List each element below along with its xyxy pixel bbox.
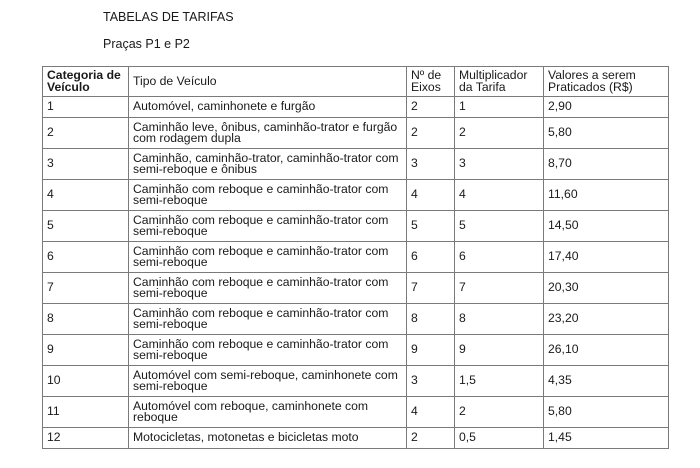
cell-axles: 3	[407, 366, 455, 397]
cell-category: 7	[43, 273, 129, 304]
cell-axles: 9	[407, 335, 455, 366]
cell-value: 5,80	[544, 118, 669, 149]
cell-axles: 2	[407, 97, 455, 118]
cell-vehicle-type: Caminhão, caminhão-trator, caminhão-trator com semi-reboque e ônibus	[129, 149, 407, 180]
cell-vehicle-type: Caminhão leve, ônibus, caminhão-trator e furgão com rodagem dupla	[129, 118, 407, 149]
cell-vehicle-type: Automóvel, caminhonete e furgão	[129, 97, 407, 118]
cell-value: 4,35	[544, 366, 669, 397]
cell-vehicle-type: Caminhão com reboque e caminhão-trator com semi-reboque	[129, 211, 407, 242]
cell-vehicle-type: Caminhão com reboque e caminhão-trator com semi-reboque	[129, 304, 407, 335]
cell-axles: 7	[407, 273, 455, 304]
cell-axles: 5	[407, 211, 455, 242]
cell-vehicle-type: Caminhão com reboque e caminhão-trator com semi-reboque	[129, 335, 407, 366]
cell-vehicle-type: Automóvel com reboque, caminhonete com reboque	[129, 397, 407, 428]
cell-value: 23,20	[544, 304, 669, 335]
cell-category: 4	[43, 180, 129, 211]
table-row	[43, 97, 669, 118]
table-row	[43, 273, 669, 304]
cell-multiplier: 2	[455, 118, 544, 149]
cell-axles: 8	[407, 304, 455, 335]
tariff-table	[42, 66, 669, 449]
cell-category: 2	[43, 118, 129, 149]
cell-vehicle-type: Caminhão com reboque e caminhão-trator com semi-reboque	[129, 273, 407, 304]
table-row	[43, 304, 669, 335]
table-row	[43, 366, 669, 397]
cell-axles: 3	[407, 149, 455, 180]
cell-multiplier: 0,5	[455, 428, 544, 449]
cell-multiplier: 5	[455, 211, 544, 242]
cell-axles: 6	[407, 242, 455, 273]
cell-multiplier: 8	[455, 304, 544, 335]
cell-vehicle-type: Caminhão com reboque e caminhão-trator com semi-reboque	[129, 180, 407, 211]
header-axles: Nº de Eixos	[407, 67, 455, 97]
cell-vehicle-type: Caminhão com reboque e caminhão-trator com semi-reboque	[129, 242, 407, 273]
cell-value: 14,50	[544, 211, 669, 242]
cell-category: 5	[43, 211, 129, 242]
table-row	[43, 149, 669, 180]
cell-category: 10	[43, 366, 129, 397]
cell-vehicle-type: Automóvel com semi-reboque, caminhonete com semi-reboque	[129, 366, 407, 397]
cell-multiplier: 4	[455, 180, 544, 211]
cell-axles: 4	[407, 180, 455, 211]
cell-multiplier: 1,5	[455, 366, 544, 397]
cell-category: 8	[43, 304, 129, 335]
cell-axles: 2	[407, 428, 455, 449]
table-row	[43, 242, 669, 273]
cell-value: 8,70	[544, 149, 669, 180]
cell-value: 11,60	[544, 180, 669, 211]
cell-value: 26,10	[544, 335, 669, 366]
cell-multiplier: 6	[455, 242, 544, 273]
table-row	[43, 180, 669, 211]
cell-value: 17,40	[544, 242, 669, 273]
cell-multiplier: 3	[455, 149, 544, 180]
table-row	[43, 211, 669, 242]
cell-value: 1,45	[544, 428, 669, 449]
cell-category: 9	[43, 335, 129, 366]
table-header-row	[43, 67, 669, 97]
header-values: Valores a serem Praticados (R$)	[544, 67, 669, 97]
cell-category: 1	[43, 97, 129, 118]
cell-vehicle-type: Motocicletas, motonetas e bicicletas moto	[129, 428, 407, 449]
header-vehicle-type: Tipo de Veículo	[129, 67, 407, 97]
cell-axles: 2	[407, 118, 455, 149]
cell-multiplier: 1	[455, 97, 544, 118]
cell-value: 5,80	[544, 397, 669, 428]
cell-value: 2,90	[544, 97, 669, 118]
table-row	[43, 397, 669, 428]
page-subtitle: Praças P1 e P2	[103, 37, 190, 51]
cell-multiplier: 7	[455, 273, 544, 304]
table-row	[43, 335, 669, 366]
cell-category: 3	[43, 149, 129, 180]
cell-multiplier: 2	[455, 397, 544, 428]
table-row	[43, 118, 669, 149]
header-category: Categoria de Veículo	[43, 67, 129, 97]
table-row	[43, 428, 669, 449]
cell-category: 11	[43, 397, 129, 428]
cell-multiplier: 9	[455, 335, 544, 366]
cell-axles: 4	[407, 397, 455, 428]
page-title: TABELAS DE TARIFAS	[103, 10, 234, 24]
cell-category: 12	[43, 428, 129, 449]
cell-value: 20,30	[544, 273, 669, 304]
cell-category: 6	[43, 242, 129, 273]
header-multiplier: Multiplicador da Tarifa	[455, 67, 544, 97]
